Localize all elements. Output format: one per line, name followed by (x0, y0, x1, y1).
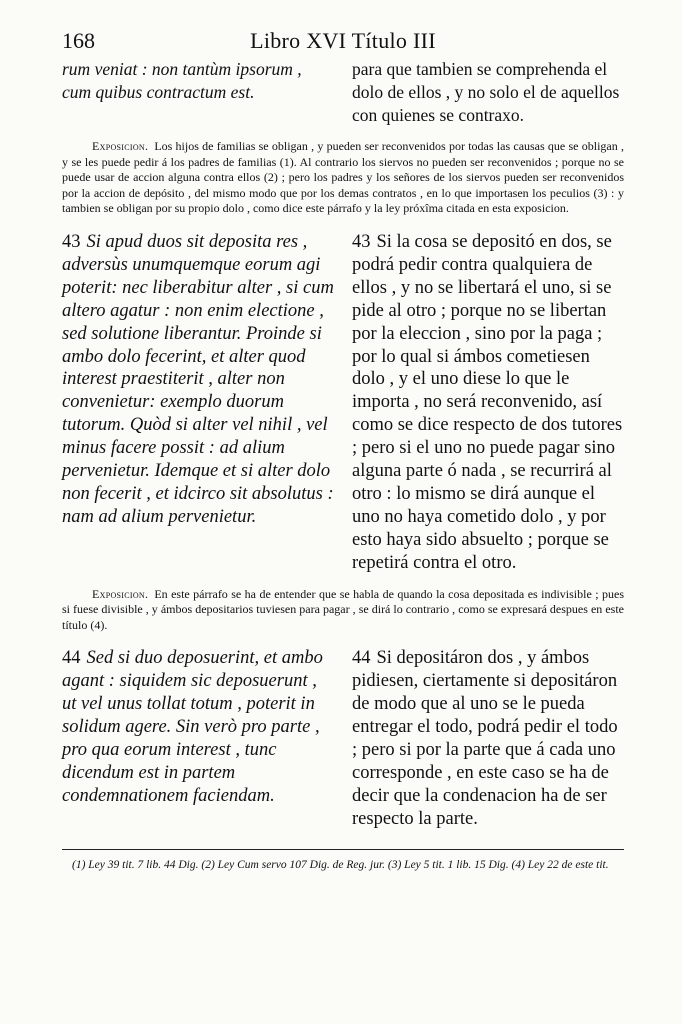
exposicion-block (62, 587, 624, 634)
exposicion-block (62, 139, 624, 217)
spanish-column (352, 231, 624, 575)
latin-text: Sed si duo deposuerint, et ambo agant : siquidem sic deposuerunt , ut vel unus tollat totum , poterit in solidum agere. Sin verò pro parte , pro qua eorum interest , tunc dicendum est in partem condemnationem faciendam. (62, 648, 323, 806)
exposicion-label: Exposicion. (92, 586, 149, 601)
latin-text: Si apud duos sit deposita res , adversùs unumquemque eorum agi poterit: nec liberabitur alter , si cum altero agatur : non enim electione , sed solutione liberantur. Proinde si ambo dolo fecerint, et alter quod interest praestiterit , alter non convenietur: exemplo duorum tutorum. Quòd si alter vel nihil , vel minus facere possit : ad alium pervenietur. Idemque et si alter dolo non fecerit , et idcirco sit absolutus : nam ad alium pervenietur. (62, 231, 334, 527)
spanish-column (352, 58, 624, 127)
paragraph-number: 44 (62, 648, 81, 669)
exposicion-label: Exposicion. (92, 139, 149, 153)
footnotes: (1) Ley 39 tit. 7 lib. 44 Dig. (2) Ley Cum servo 107 Dig. de Reg. jur. (3) Ley 5 tit. 1 lib. 15 Dig. (4) Ley 22 de este tit. (72, 858, 609, 871)
top-continuation (62, 58, 624, 127)
spanish-column (352, 647, 624, 830)
paragraph-number: 43 (62, 231, 81, 252)
paragraph-44 (62, 647, 624, 830)
latin-column (62, 231, 334, 575)
paragraph-number: 44 (352, 648, 371, 669)
latin-text: rum veniat : non tantùm ipsorum , cum quibus contractum est. (62, 59, 302, 102)
spanish-text: Si depositáron dos , y ámbos pidiesen, ciertamente si depositáron de modo que al uno se le pueda entregar el todo, podrá pedir el todo ; pero si por la parte que á cada uno corresponde , en este caso se ha de decir que la condenacion ha de ser respecto la parte. (352, 648, 618, 829)
page-number: 168 (62, 28, 95, 53)
exposicion-text: En este párrafo se ha de entender que se habla de quando la cosa depositada es indivisible ; pues si fuese divisible , y ámbos depositarios tuviesen para pagar , se dirá lo contrario , como se expresará despues en este título (4). (62, 586, 624, 632)
footnote-rule (62, 849, 624, 850)
paragraph-43 (62, 231, 624, 575)
exposicion-text: Los hijos de familias se obligan , y pueden ser reconvenidos por todas las causas que se obligan , y se les puede pedir á los padres de familias (1). Al contrario los siervos no pueden ser reconvenidos ; porque no se puede usar de accion alguna contra ellos (2) ; pero los padres y los señores de los siervos pueden ser reconvenidos por la accion de depósito , del mismo modo que por los demas contratos , en lo que importasen los peculios (3) : y tambien se obligan por su propio dolo , como dice este párrafo y la ley próxîma citada en esta exposicion. (62, 139, 624, 216)
page (62, 22, 624, 873)
paragraph-number: 43 (352, 231, 371, 252)
running-title: Libro XVI Título III (250, 28, 436, 53)
running-header (62, 22, 624, 58)
latin-column (62, 647, 334, 830)
latin-column (62, 58, 334, 127)
spanish-text: Si la cosa se depositó en dos, se podrá pedir contra qualquiera de ellos , y no se libertará el uno, si se pide al otro ; porque no se libertan por la eleccion , sino por la paga ; por lo qual si ámbos cometiesen dolo , y el uno diese lo que le importa , no será reconvenido, así como se dice respecto de dos tutores ; pero si el uno no puede pagar sino alguna parte ó nada , se recurrirá al otro : lo mismo se dirá aunque el uno no haya cometido dolo , y por esto haya sido absuelto ; porque se repetirá contra el otro. (352, 231, 623, 573)
spanish-text: para que tambien se comprehenda el dolo de ellos , y no solo el de aquellos con quienes se contraxo. (352, 59, 620, 125)
